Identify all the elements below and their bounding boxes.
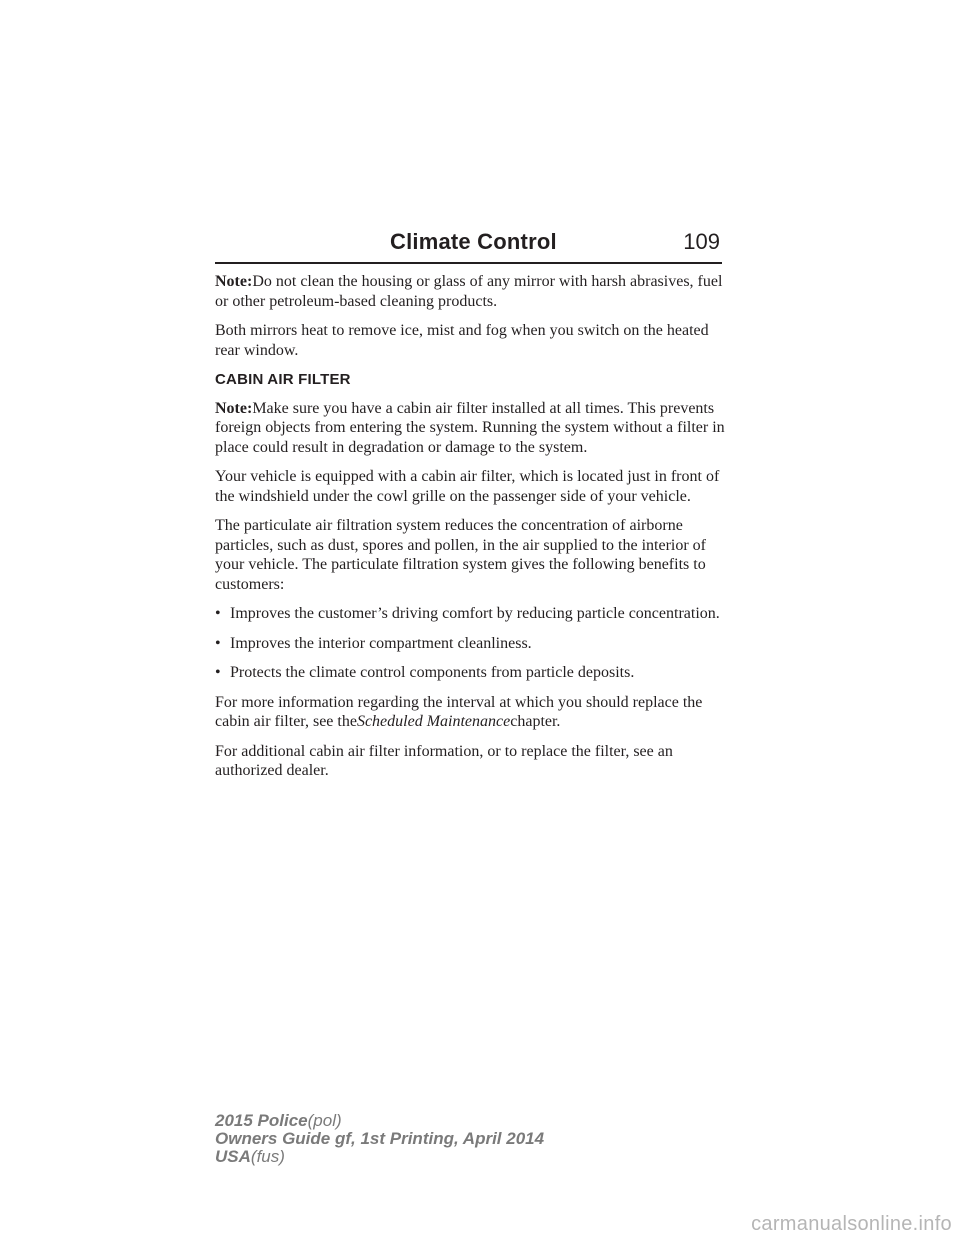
footer-line [215, 1112, 544, 1130]
printing-info: Owners Guide gf, 1st Printing, April 2014 [215, 1129, 545, 1148]
particulate-system-paragraph: The particulate air filtration system reduces the concentration of airborne particles, such as dust, spores and pollen, in the air supplied to the interior of your vehicle. The particulate filtration system gives the following benefits to customers: [215, 517, 706, 593]
filter-location-paragraph: Your vehicle is equipped with a cabin air filter, which is located just in front of the windshield under the cowl grille on the passenger side of your vehicle. [215, 468, 720, 505]
cabin-filter-note [215, 399, 725, 458]
page-number: 109 [683, 229, 720, 254]
interval-text-end: chapter. [510, 713, 561, 730]
bullet-icon: • [215, 634, 221, 652]
page-header [215, 228, 722, 264]
note-label: Note: [215, 399, 253, 417]
model-code: (pol) [307, 1111, 342, 1130]
page-body [215, 272, 725, 791]
dealer-paragraph: For additional cabin air filter information, or to replace the filter, see an authorized dealer. [215, 742, 673, 779]
footer-line [215, 1148, 544, 1166]
watermark: carmanualsonline.info [751, 1213, 952, 1235]
list-item-text: Improves the customer’s driving comfort by reducing particle concentration. [230, 605, 720, 622]
section-heading: CABIN AIR FILTER [215, 371, 351, 388]
page-footer [215, 1112, 544, 1166]
note-label: Note: [215, 273, 253, 290]
chapter-reference: Scheduled Maintenance [356, 713, 511, 730]
bullet-icon: • [215, 664, 221, 681]
list-item-text: Improves the interior compartment cleanliness. [230, 634, 532, 652]
list-item [215, 604, 725, 624]
interval-text: For more information regarding the interval at which you should replace the cabin air filter, see the [215, 693, 703, 730]
maintenance-interval-paragraph [215, 693, 725, 732]
mirror-cleaning-note [215, 272, 725, 311]
list-item [215, 663, 725, 683]
model-year: 2015 Police [215, 1111, 308, 1130]
market-code: (fus) [250, 1147, 285, 1166]
heated-mirrors-paragraph: Both mirrors heat to remove ice, mist and fog when you switch on the heated rear window. [215, 322, 709, 359]
benefits-list [215, 604, 725, 683]
list-item [215, 634, 725, 654]
market: USA [215, 1147, 251, 1166]
chapter-title: Climate Control [390, 229, 557, 254]
note-text: Do not clean the housing or glass of any mirror with harsh abrasives, fuel or other petroleum-based cleaning products. [215, 273, 723, 310]
note-text: Make sure you have a cabin air filter installed at all times. This prevents foreign objects from entering the system. Running the system without a filter in place could result in degradation or damage to the system. [215, 399, 725, 456]
list-item-text: Protects the climate control components from particle deposits. [230, 664, 635, 681]
bullet-icon: • [215, 605, 221, 622]
